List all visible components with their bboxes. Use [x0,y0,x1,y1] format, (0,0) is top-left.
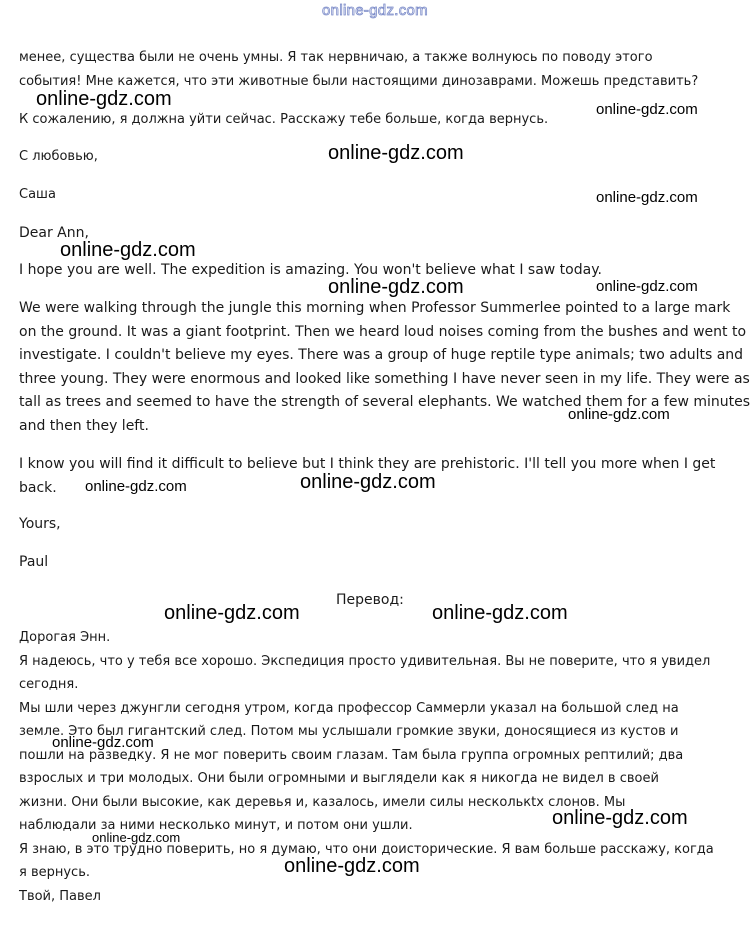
text-line: back. [19,479,57,496]
text-line: Я надеюсь, что у тебя все хорошо. Экспедиция просто удивительная. Вы не поверите, что я увидел [19,653,711,669]
translation-label: Перевод: [336,592,404,608]
english-paragraph-1: I hope you are well. The expedition is amazing. You won't believe what I saw today. [19,262,602,278]
watermark: online-gdz.com [52,734,154,751]
watermark: online-gdz.com [596,101,698,118]
english-closing: Yours, [19,516,61,532]
text-line: three young. They were enormous and looked like something I have never seen in my life. They were as [19,370,750,387]
russian-letter-closing: С любовью, [19,149,98,164]
russian-letter-text [19,46,731,93]
watermark: online-gdz.com [36,88,172,110]
text-line: сегодня. [19,677,79,692]
text-line: investigate. I couldn't believe my eyes. There was a group of huge reptile type animals; two adults and [19,347,744,363]
russian-letter-signature: Саша [19,187,56,202]
text-line: Твой, Павел [19,888,101,904]
text-line: We were walking through the jungle this morning when Professor Summerlee pointed to a large mark [19,300,731,316]
text-line: наблюдали за ними несколько минут, и потом они ушли. [19,818,413,833]
watermark: online-gdz.com [596,189,698,206]
text-line: tall as trees and seemed to have the strength of several elephants. We watched them for a few minutes [19,394,750,410]
watermark: online-gdz.com [300,471,436,493]
watermark: online-gdz.com [328,276,464,298]
top-watermark: online-gdz.com [322,2,428,19]
text-line: менее, существа были не очень умны. Я так нервничаю, а также волнуюсь по поводу этого [19,50,653,65]
text-line: я вернусь. [19,865,90,880]
text-line: Я знаю, в это трудно поверить, но я думаю, что они доисторические. Я вам больше расскажу, когда [19,841,714,857]
russian-letter-leave: К сожалению, я должна уйти сейчас. Расскажу тебе больше, когда вернусь. [19,112,549,127]
text-line: жизни. Они были высокие, как деревья и, казалось, имели силы несколькtх слонов. Мы [19,794,626,810]
english-signature: Paul [19,554,49,570]
watermark: online-gdz.com [164,602,300,624]
text-line: события! Мне кажется, что эти животные были настоящими динозаврами. Можешь представить? [19,73,699,89]
text-line: I know you will find it difficult to believe but I think they are prehistoric. I'll tell you more when I get [19,456,716,472]
watermark: online-gdz.com [85,478,187,495]
watermark: online-gdz.com [432,602,568,624]
watermark: online-gdz.com [60,239,196,261]
english-greeting: Dear Ann, [19,225,89,241]
text-line: пошли на разведку. Я не мог поверить своим глазам. Там была группа огромных рептилий; два [19,747,684,763]
watermark: online-gdz.com [328,142,464,164]
watermark: online-gdz.com [92,830,181,845]
text-line: Мы шли через джунгли сегодня утром, когда профессор Саммерли указал на большой след на [19,700,679,716]
watermark: online-gdz.com [552,807,688,829]
text-line: взрослых и три молодых. Они были огромными и выглядели как я никогда не видел в своей [19,771,659,786]
text-line: and then they left. [19,417,149,434]
watermark: online-gdz.com [284,855,420,877]
watermark: online-gdz.com [596,278,698,295]
watermark: online-gdz.com [568,406,670,423]
text-line: Дорогая Энн. [19,630,111,645]
text-line: земле. Это был гигантский след. Потом мы услышали громкие звуки, доносящиеся из кустов и [19,724,679,739]
text-line: on the ground. It was a giant footprint. Then we heard loud noises coming from the bushes and went to [19,323,747,340]
